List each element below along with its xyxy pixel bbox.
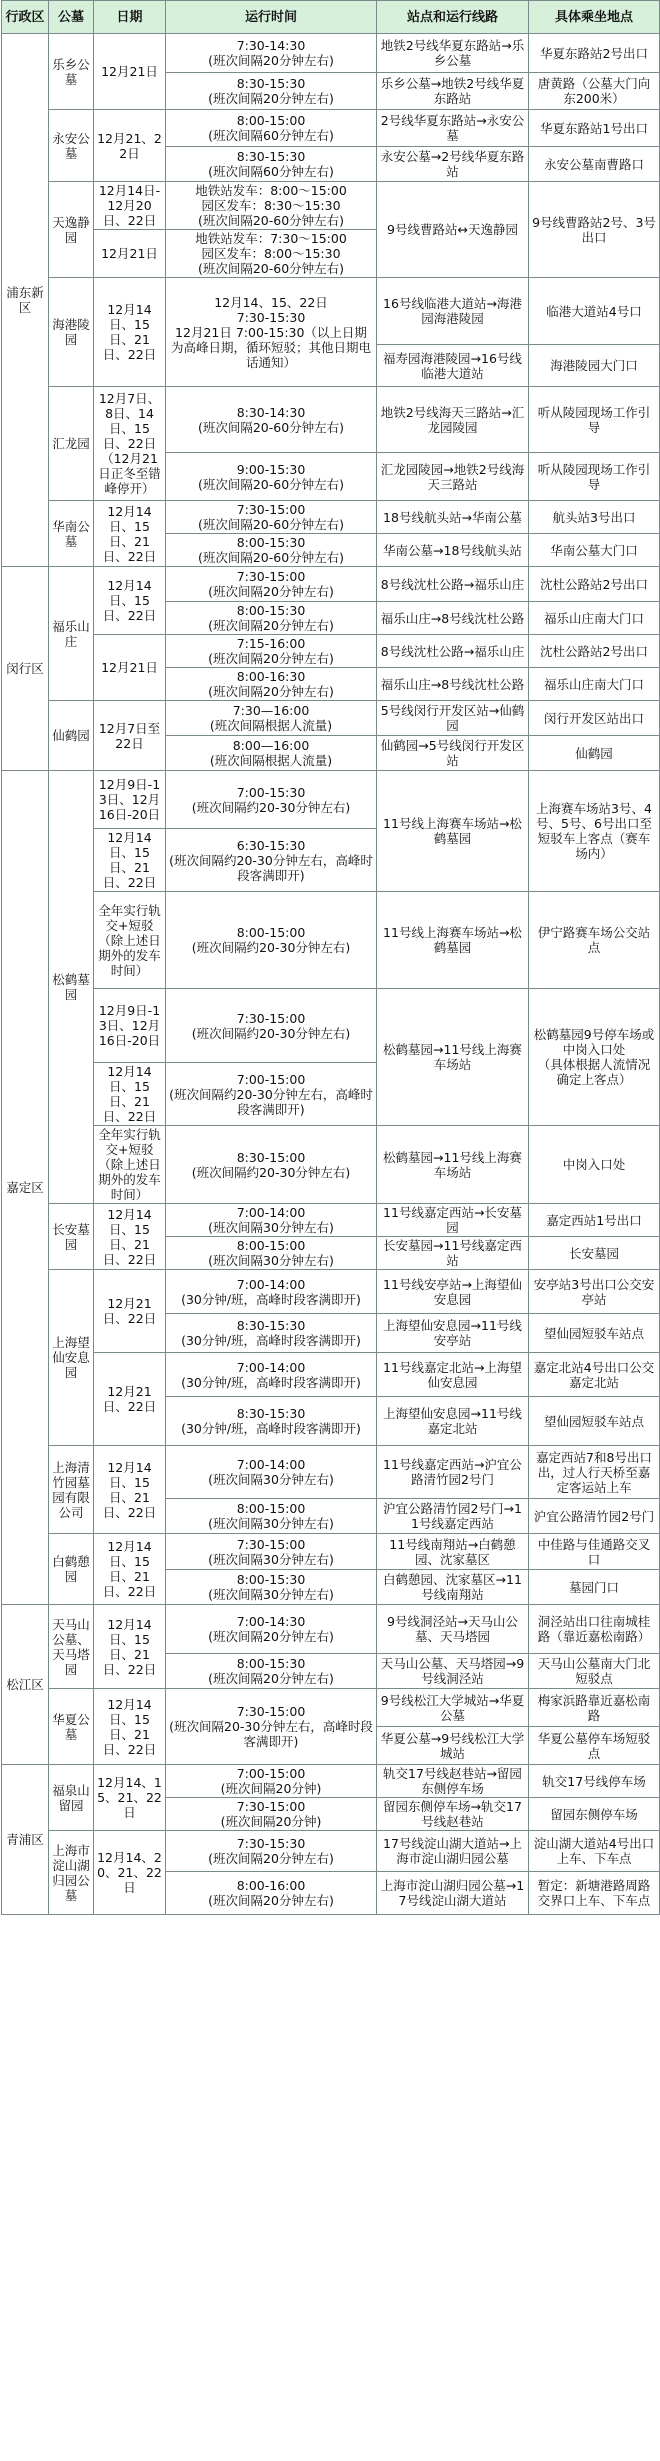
route-cell: 地铁2号线海天三路站→汇龙园陵园 (377, 387, 529, 453)
place-cell: 淀山湖大道站4号出口上车、下车点 (529, 1831, 660, 1872)
date-cell: 12月21日 (94, 635, 166, 701)
time-cell: 8:00-15:30 (班次间隔20分钟左右) (166, 602, 377, 635)
place-cell: 嘉定西站7和8号出口出，过人行天桥至嘉定客运站上车 (529, 1446, 660, 1499)
table-body (2, 34, 660, 1915)
time-cell: 7:00-15:00 (班次间隔20分钟) (166, 1765, 377, 1798)
place-cell: 望仙园短驳车站点 (529, 1314, 660, 1353)
place-cell: 沪宜公路清竹园2号门 (529, 1499, 660, 1534)
route-cell: 11号线安亭站→上海望仙安息园 (377, 1270, 529, 1314)
cemetery-cell: 汇龙园 (49, 387, 94, 501)
route-cell: 上海望仙安息园→11号线安亭站 (377, 1314, 529, 1353)
place-cell: 留园东侧停车场 (529, 1798, 660, 1831)
time-cell: 地铁站发车：7:30～15:00 园区发车：8:00～15:30 (班次间隔20-60分钟左右) (166, 230, 377, 278)
date-cell: 12月14日、15日、21日、22日 (94, 1534, 166, 1605)
time-cell: 7:30—16:00 (班次间隔根据人流量) (166, 701, 377, 736)
date-cell: 12月14日、15日、21日、22日 (94, 1605, 166, 1689)
date-cell: 12月21日 (94, 34, 166, 110)
place-cell: 华夏公墓停车场短驳点 (529, 1727, 660, 1765)
table-row (2, 1831, 660, 1872)
route-cell: 2号线华夏东路站→永安公墓 (377, 110, 529, 147)
time-cell: 8:30-15:30 (班次间隔20分钟左右) (166, 73, 377, 110)
place-cell: 长安墓园 (529, 1237, 660, 1270)
table-row (2, 635, 660, 668)
cemetery-cell: 上海市淀山湖归园公墓 (49, 1831, 94, 1915)
route-cell: 汇龙园陵园→地铁2号线海天三路站 (377, 453, 529, 501)
district-cell: 闵行区 (2, 567, 49, 771)
header-row (2, 1, 660, 34)
time-cell: 7:30-15:00 (班次间隔30分钟左右) (166, 1534, 377, 1570)
time-cell: 12月14、15、22日 7:30-15:30 12月21日 7:00-15:30（以上日期为高峰日期，循环短驳；其他日期电话通知） (166, 278, 377, 387)
place-cell: 沈杜公路站2号出口 (529, 567, 660, 602)
route-cell: 18号线航头站→华南公墓 (377, 501, 529, 534)
cemetery-cell: 长安墓园 (49, 1204, 94, 1270)
place-cell: 永安公墓南曹路口 (529, 147, 660, 182)
district-cell: 浦东新区 (2, 34, 49, 567)
route-cell: 16号线临港大道站→海港园海港陵园 (377, 278, 529, 345)
cemetery-cell: 福乐山庄 (49, 567, 94, 701)
table-row (2, 1126, 660, 1204)
date-cell: 全年实行轨交+短驳（除上述日期外的发车时间） (94, 1126, 166, 1204)
table-row (2, 110, 660, 147)
place-cell: 天马山公墓南大门北短驳点 (529, 1654, 660, 1689)
cemetery-cell: 白鹤憩园 (49, 1534, 94, 1605)
table-row (2, 567, 660, 602)
date-cell: 12月14日、15日、21日、22日 (94, 829, 166, 892)
time-cell: 7:30-15:30 (班次间隔20分钟左右) (166, 1831, 377, 1872)
cemetery-cell: 华南公墓 (49, 501, 94, 567)
header-district: 行政区 (2, 1, 49, 34)
table-row (2, 1353, 660, 1397)
table-row (2, 771, 660, 829)
route-cell: 17号线淀山湖大道站→上海市淀山湖归园公墓 (377, 1831, 529, 1872)
route-cell: 松鹤墓园→11号线上海赛车场站 (377, 989, 529, 1126)
time-cell: 地铁站发车：8:00～15:00 园区发车：8:30～15:30 (班次间隔20-60分钟左右) (166, 182, 377, 230)
table-row (2, 1534, 660, 1570)
date-cell: 12月14日、15日、21日、22日 (94, 278, 166, 387)
table-row (2, 989, 660, 1063)
time-cell: 7:30-15:00 (班次间隔20分钟) (166, 1798, 377, 1831)
place-cell: 临港大道站4号口 (529, 278, 660, 345)
route-cell: 华夏公墓→9号线松江大学城站 (377, 1727, 529, 1765)
route-cell: 11号线上海赛车场站→松鹤墓园 (377, 771, 529, 892)
place-cell: 中佳路与佳通路交叉口 (529, 1534, 660, 1570)
table-row (2, 278, 660, 345)
date-cell: 12月14日-12月20日、22日 (94, 182, 166, 230)
place-cell: 安亭站3号出口公交安亭站 (529, 1270, 660, 1314)
table-row (2, 1765, 660, 1798)
time-cell: 8:00—16:00 (班次间隔根据人流量) (166, 736, 377, 771)
time-cell: 7:30-15:00 (班次间隔20-30分钟左右，高峰时段客满即开) (166, 1689, 377, 1765)
table-row (2, 892, 660, 989)
district-cell: 嘉定区 (2, 771, 49, 1605)
date-cell: 12月7日、8日、14日、15日、22日（12月21日正冬至错峰停开） (94, 387, 166, 501)
place-cell: 中岗入口处 (529, 1126, 660, 1204)
place-cell: 沈杜公路站2号出口 (529, 635, 660, 668)
header-time: 运行时间 (166, 1, 377, 34)
bus-schedule-table (1, 0, 660, 1915)
route-cell: 长安墓园→11号线嘉定西站 (377, 1237, 529, 1270)
route-cell: 沪宜公路清竹园2号门→11号线嘉定西站 (377, 1499, 529, 1534)
header-place: 具体乘坐地点 (529, 1, 660, 34)
place-cell: 轨交17号线停车场 (529, 1765, 660, 1798)
place-cell: 9号线曹路站2号、3号出口 (529, 182, 660, 278)
route-cell: 永安公墓→2号线华夏东路站 (377, 147, 529, 182)
route-cell: 上海市淀山湖归园公墓→17号线淀山湖大道站 (377, 1872, 529, 1915)
time-cell: 6:30-15:30 (班次间隔约20-30分钟左右，高峰时段客满即开) (166, 829, 377, 892)
place-cell: 洞泾站出口往南城桂路（靠近嘉松南路） (529, 1605, 660, 1654)
route-cell: 轨交17号线赵巷站→留园东侧停车场 (377, 1765, 529, 1798)
time-cell: 8:30-14:30 (班次间隔20-60分钟左右) (166, 387, 377, 453)
date-cell: 12月14日、15日、21日、22日 (94, 501, 166, 567)
date-cell: 12月9日-13日、12月16日-20日 (94, 989, 166, 1063)
time-cell: 8:00-16:30 (班次间隔20分钟左右) (166, 668, 377, 701)
cemetery-cell: 松鹤墓园 (49, 771, 94, 1204)
time-cell: 7:30-15:00 (班次间隔约20-30分钟左右) (166, 989, 377, 1063)
time-cell: 8:30-15:30 (班次间隔60分钟左右) (166, 147, 377, 182)
route-cell: 华南公墓→18号线航头站 (377, 534, 529, 567)
cemetery-cell: 上海望仙安息园 (49, 1270, 94, 1446)
place-cell: 福乐山庄南大门口 (529, 668, 660, 701)
time-cell: 8:00-15:00 (班次间隔约20-30分钟左右) (166, 892, 377, 989)
date-cell: 12月14、20、21、22日 (94, 1831, 166, 1915)
district-cell: 青浦区 (2, 1765, 49, 1915)
place-cell: 上海赛车场站3号、4号、5号、6号出口至短驳车上客点（赛车场内） (529, 771, 660, 892)
time-cell: 9:00-15:30 (班次间隔20-60分钟左右) (166, 453, 377, 501)
place-cell: 嘉定北站4号出口公交嘉定北站 (529, 1353, 660, 1397)
route-cell: 松鹤墓园→11号线上海赛车场站 (377, 1126, 529, 1204)
table-row (2, 1689, 660, 1727)
route-cell: 11号线嘉定西站→长安墓园 (377, 1204, 529, 1237)
date-cell: 12月21日 (94, 230, 166, 278)
place-cell: 听从陵园现场工作引导 (529, 387, 660, 453)
time-cell: 8:00-15:00 (班次间隔30分钟左右) (166, 1237, 377, 1270)
route-cell: 11号线嘉定西站→沪宜公路清竹园2号门 (377, 1446, 529, 1499)
route-cell: 8号线沈杜公路→福乐山庄 (377, 635, 529, 668)
cemetery-cell: 天逸静园 (49, 182, 94, 278)
route-cell: 福寿园海港陵园→16号线临港大道站 (377, 345, 529, 387)
route-cell: 福乐山庄→8号线沈杜公路 (377, 602, 529, 635)
time-cell: 8:00-15:00 (班次间隔60分钟左右) (166, 110, 377, 147)
cemetery-cell: 福泉山留园 (49, 1765, 94, 1831)
route-cell: 11号线南翔站→白鹤憩园、沈家墓区 (377, 1534, 529, 1570)
time-cell: 8:30-15:30 (30分钟/班，高峰时段客满即开) (166, 1397, 377, 1446)
date-cell: 12月21、22日 (94, 110, 166, 182)
time-cell: 7:30-14:30 (班次间隔20分钟左右) (166, 34, 377, 73)
place-cell: 墓园门口 (529, 1570, 660, 1605)
route-cell: 9号线曹路站↔天逸静园 (377, 182, 529, 278)
place-cell: 伊宁路赛车场公交站点 (529, 892, 660, 989)
time-cell: 7:00-15:00 (班次间隔约20-30分钟左右，高峰时段客满即开) (166, 1063, 377, 1126)
date-cell: 12月14日、15日、21日、22日 (94, 1204, 166, 1270)
route-cell: 留园东侧停车场→轨交17号线赵巷站 (377, 1798, 529, 1831)
route-cell: 白鹤憩园、沈家墓区→11号线南翔站 (377, 1570, 529, 1605)
date-cell: 12月14日、15日、21日、22日 (94, 1063, 166, 1126)
cemetery-cell: 华夏公墓 (49, 1689, 94, 1765)
date-cell: 12月7日至22日 (94, 701, 166, 771)
table-row (2, 182, 660, 230)
time-cell: 8:00-15:00 (班次间隔30分钟左右) (166, 1499, 377, 1534)
time-cell: 8:30-15:00 (班次间隔约20-30分钟左右) (166, 1126, 377, 1204)
cemetery-cell: 永安公墓 (49, 110, 94, 182)
table-row (2, 34, 660, 73)
time-cell: 7:00-14:00 (30分钟/班，高峰时段客满即开) (166, 1353, 377, 1397)
date-cell: 12月14、15、21、22日 (94, 1765, 166, 1831)
route-cell: 9号线松江大学城站→华夏公墓 (377, 1689, 529, 1727)
place-cell: 航头站3号出口 (529, 501, 660, 534)
time-cell: 7:00-14:30 (班次间隔20分钟左右) (166, 1605, 377, 1654)
place-cell: 听从陵园现场工作引导 (529, 453, 660, 501)
time-cell: 7:30-15:00 (班次间隔20分钟左右) (166, 567, 377, 602)
header-date: 日期 (94, 1, 166, 34)
header-route: 站点和运行线路 (377, 1, 529, 34)
table-row (2, 1204, 660, 1237)
date-cell: 12月14日、15日、21日、22日 (94, 1446, 166, 1534)
cemetery-cell: 天马山公墓、天马塔园 (49, 1605, 94, 1689)
route-cell: 仙鹤园→5号线闵行开发区站 (377, 736, 529, 771)
route-cell: 8号线沈杜公路→福乐山庄 (377, 567, 529, 602)
route-cell: 上海望仙安息园→11号线嘉定北站 (377, 1397, 529, 1446)
place-cell: 望仙园短驳车站点 (529, 1397, 660, 1446)
time-cell: 7:15-16:00 (班次间隔20分钟左右) (166, 635, 377, 668)
route-cell: 11号线上海赛车场站→松鹤墓园 (377, 892, 529, 989)
cemetery-cell: 乐乡公墓 (49, 34, 94, 110)
place-cell: 闵行开发区站出口 (529, 701, 660, 736)
time-cell: 8:00-15:30 (班次间隔30分钟左右) (166, 1570, 377, 1605)
place-cell: 华夏东路站2号出口 (529, 34, 660, 73)
time-cell: 8:00-15:30 (班次间隔20-60分钟左右) (166, 534, 377, 567)
route-cell: 天马山公墓、天马塔园→9号线洞泾站 (377, 1654, 529, 1689)
table-row (2, 501, 660, 534)
time-cell: 7:00-15:30 (班次间隔约20-30分钟左右) (166, 771, 377, 829)
time-cell: 7:00-14:00 (班次间隔30分钟左右) (166, 1446, 377, 1499)
route-cell: 福乐山庄→8号线沈杜公路 (377, 668, 529, 701)
time-cell: 8:30-15:30 (30分钟/班，高峰时段客满即开) (166, 1314, 377, 1353)
cemetery-cell: 海港陵园 (49, 278, 94, 387)
table-row (2, 1270, 660, 1314)
time-cell: 7:30-15:00 (班次间隔20-60分钟左右) (166, 501, 377, 534)
date-cell: 12月14日、15日、21日、22日 (94, 1689, 166, 1765)
table-row (2, 387, 660, 453)
route-cell: 9号线洞泾站→天马山公墓、天马塔园 (377, 1605, 529, 1654)
table-row (2, 1605, 660, 1654)
route-cell: 5号线闵行开发区站→仙鹤园 (377, 701, 529, 736)
time-cell: 7:00-14:00 (班次间隔30分钟左右) (166, 1204, 377, 1237)
place-cell: 梅家浜路靠近嘉松南路 (529, 1689, 660, 1727)
place-cell: 唐黄路（公墓大门向东200米） (529, 73, 660, 110)
cemetery-cell: 仙鹤园 (49, 701, 94, 771)
place-cell: 仙鹤园 (529, 736, 660, 771)
place-cell: 华南公墓大门口 (529, 534, 660, 567)
route-cell: 乐乡公墓→地铁2号线华夏东路站 (377, 73, 529, 110)
place-cell: 松鹤墓园9号停车场或中岗入口处 （具体根据人流情况确定上客点） (529, 989, 660, 1126)
time-cell: 8:00-16:00 (班次间隔20分钟左右) (166, 1872, 377, 1915)
place-cell: 华夏东路站1号出口 (529, 110, 660, 147)
table-row (2, 701, 660, 736)
date-cell: 12月21日、22日 (94, 1353, 166, 1446)
date-cell: 12月9日-13日、12月16日-20日 (94, 771, 166, 829)
header-cemetery: 公墓 (49, 1, 94, 34)
place-cell: 暂定：新塘港路周路交界口上车、下车点 (529, 1872, 660, 1915)
time-cell: 8:00-15:30 (班次间隔20分钟左右) (166, 1654, 377, 1689)
place-cell: 福乐山庄南大门口 (529, 602, 660, 635)
place-cell: 海港陵园大门口 (529, 345, 660, 387)
route-cell: 地铁2号线华夏东路站→乐乡公墓 (377, 34, 529, 73)
route-cell: 11号线嘉定北站→上海望仙安息园 (377, 1353, 529, 1397)
date-cell: 12月21日、22日 (94, 1270, 166, 1353)
cemetery-cell: 上海清竹园墓园有限公司 (49, 1446, 94, 1534)
table-row (2, 1446, 660, 1499)
date-cell: 全年实行轨交+短驳（除上述日期外的发车时间） (94, 892, 166, 989)
place-cell: 嘉定西站1号出口 (529, 1204, 660, 1237)
district-cell: 松江区 (2, 1605, 49, 1765)
time-cell: 7:00-14:00 (30分钟/班，高峰时段客满即开) (166, 1270, 377, 1314)
date-cell: 12月14日、15日、22日 (94, 567, 166, 635)
